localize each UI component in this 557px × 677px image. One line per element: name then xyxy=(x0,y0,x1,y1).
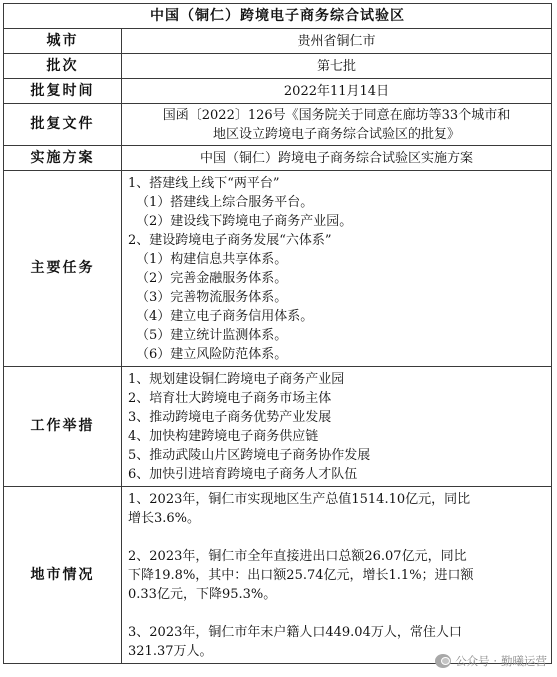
list-item: 4、加快构建跨境电子商务供应链 xyxy=(128,429,319,444)
watermark xyxy=(435,653,547,669)
measures-list xyxy=(122,367,552,487)
city-value: 贵州省铜仁市 xyxy=(122,29,552,54)
situation-line: 下降19.8%，其中：出口额25.74亿元，增长1.1%；进口额 xyxy=(128,568,474,583)
situation-line: 2、2023年，铜仁市全年直接进出口总额26.07亿元，同比 xyxy=(128,549,467,564)
pilot-zone-table xyxy=(3,3,552,664)
situation-line: 1、2023年，铜仁市实现地区生产总值1514.10亿元，同比 xyxy=(128,492,471,507)
list-item: 5、推动武陵山片区跨境电子商务协作发展 xyxy=(128,448,371,463)
plan-label: 实施方案 xyxy=(4,146,122,171)
title-row xyxy=(4,4,552,29)
batch-label: 批次 xyxy=(4,54,122,79)
city-row xyxy=(4,29,552,54)
tasks-row xyxy=(4,171,552,367)
approval-doc-label: 批复文件 xyxy=(4,104,122,146)
situation-line: 3、2023年，铜仁市年末户籍人口449.04万人，常住人口 xyxy=(128,625,462,640)
list-item: （5）建立统计监测体系。 xyxy=(136,328,288,343)
plan-value: 中国（铜仁）跨境电子商务综合试验区实施方案 xyxy=(122,146,552,171)
wechat-icon xyxy=(435,654,451,668)
watermark-name: 勤曦运营 xyxy=(501,654,547,668)
measures-label: 工作举措 xyxy=(4,367,122,487)
list-item: （2）建设线下跨境电子商务产业园。 xyxy=(136,214,353,229)
table-title: 中国（铜仁）跨境电子商务综合试验区 xyxy=(4,4,552,29)
approval-date-label: 批复时间 xyxy=(4,79,122,104)
watermark-prefix: 公众号 · xyxy=(455,654,497,668)
list-item: 3、推动跨境电子商务优势产业发展 xyxy=(128,410,332,425)
batch-row xyxy=(4,54,552,79)
situation-line: 0.33亿元，下降95.3%。 xyxy=(128,587,277,602)
approval-date-row xyxy=(4,79,552,104)
situation-line: 增长3.6%。 xyxy=(128,511,201,526)
paragraph-gap xyxy=(128,604,547,623)
situation-label: 地市情况 xyxy=(4,487,122,664)
batch-value: 第七批 xyxy=(122,54,552,79)
situation-row xyxy=(4,487,552,664)
list-item: 2、建设跨境电子商务发展“六体系” xyxy=(128,233,332,248)
list-item: 1、规划建设铜仁跨境电子商务产业园 xyxy=(128,372,345,387)
list-item: （3）完善物流服务体系。 xyxy=(136,290,288,305)
list-item: （1）构建信息共享体系。 xyxy=(136,252,288,267)
approval-doc-line: 国函〔2022〕126号《国务院关于同意在廊坊等33个城市和 xyxy=(162,107,511,123)
approval-doc-value xyxy=(122,104,552,146)
approval-date-value: 2022年11月14日 xyxy=(122,79,552,104)
measures-row xyxy=(4,367,552,487)
list-item: 6、加快引进培育跨境电子商务人才队伍 xyxy=(128,467,358,482)
list-item: 1、搭建线上线下“两平台” xyxy=(128,176,280,191)
situation-line: 321.37万人。 xyxy=(128,644,213,659)
plan-row xyxy=(4,146,552,171)
tasks-label: 主要任务 xyxy=(4,171,122,367)
list-item: （6）建立风险防范体系。 xyxy=(136,347,288,362)
tasks-list xyxy=(122,171,552,367)
list-item: （1）搭建线上综合服务平台。 xyxy=(136,195,314,210)
paragraph-gap xyxy=(128,528,547,547)
approval-doc-row xyxy=(4,104,552,146)
list-item: 2、培育壮大跨境电子商务市场主体 xyxy=(128,391,332,406)
list-item: （4）建立电子商务信用体系。 xyxy=(136,309,314,324)
city-label: 城市 xyxy=(4,29,122,54)
list-item: （2）完善金融服务体系。 xyxy=(136,271,288,286)
approval-doc-line: 地区设立跨境电子商务综合试验区的批复》 xyxy=(212,126,460,142)
document-sheet xyxy=(3,3,552,673)
situation-text xyxy=(122,487,552,664)
